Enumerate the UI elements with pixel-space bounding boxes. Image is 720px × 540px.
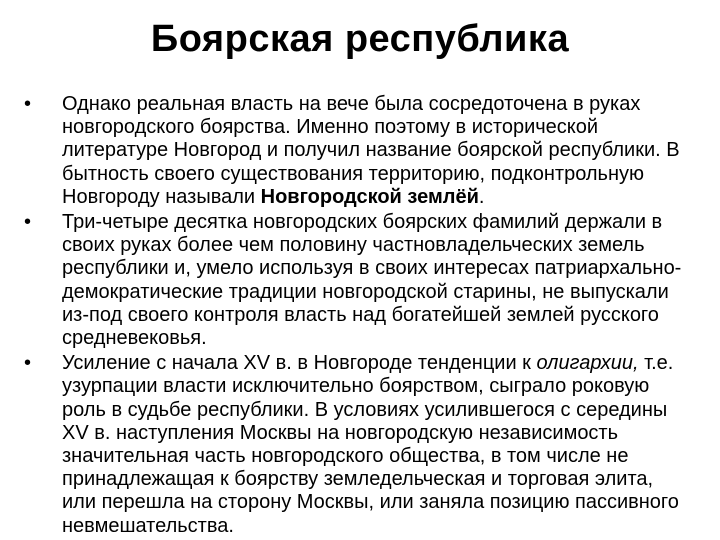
bullet-icon: •: [24, 211, 32, 234]
list-item: [20, 93, 692, 209]
bullet-icon: •: [24, 352, 32, 375]
slide-title: Боярская республика: [150, 18, 570, 60]
paragraph-text: Однако реальная власть на вече была сосредоточена в руках новгородского боярства. Именно поэтому в исторической литературе Новгород и получил название боярской республики. В бытность своего существования территорию, подконтрольную Новгороду называли: [62, 93, 680, 208]
paragraph-text: т.е. узурпации власти исключительно боярством, сыграло роковую роль в судьбе республики. В условиях усилившегося с середины XV в. наступления Москвы на новгородскую независимость значительная часть новгородского общества, в том числе не принадлежащая к боярству земледельческая и торговая элита, или перешла на сторону Москвы, или заняла позицию пассивного невмешательства.: [62, 352, 679, 537]
bullet-list: [20, 93, 692, 540]
highlighted-term: Новгородской землёй: [260, 185, 479, 208]
paragraph-text: Усиление с начала XV в. в Новгороде тенденции к: [62, 352, 537, 375]
paragraph-text: .: [478, 185, 485, 208]
list-item: [20, 211, 692, 350]
bullet-icon: •: [24, 93, 32, 115]
paragraph-text: Три-четыре десятка новгородских боярских фамилий держали в своих руках более чем половину частновладельческих земель республики и, умело используя в своих интересах патриархально-демократические традиции новгородской старины, не выпускали из-под своего контроля власть над богатейшей землей русского средневековья.: [62, 211, 682, 350]
italic-term: олигархии,: [536, 352, 639, 375]
list-item: [20, 352, 692, 538]
